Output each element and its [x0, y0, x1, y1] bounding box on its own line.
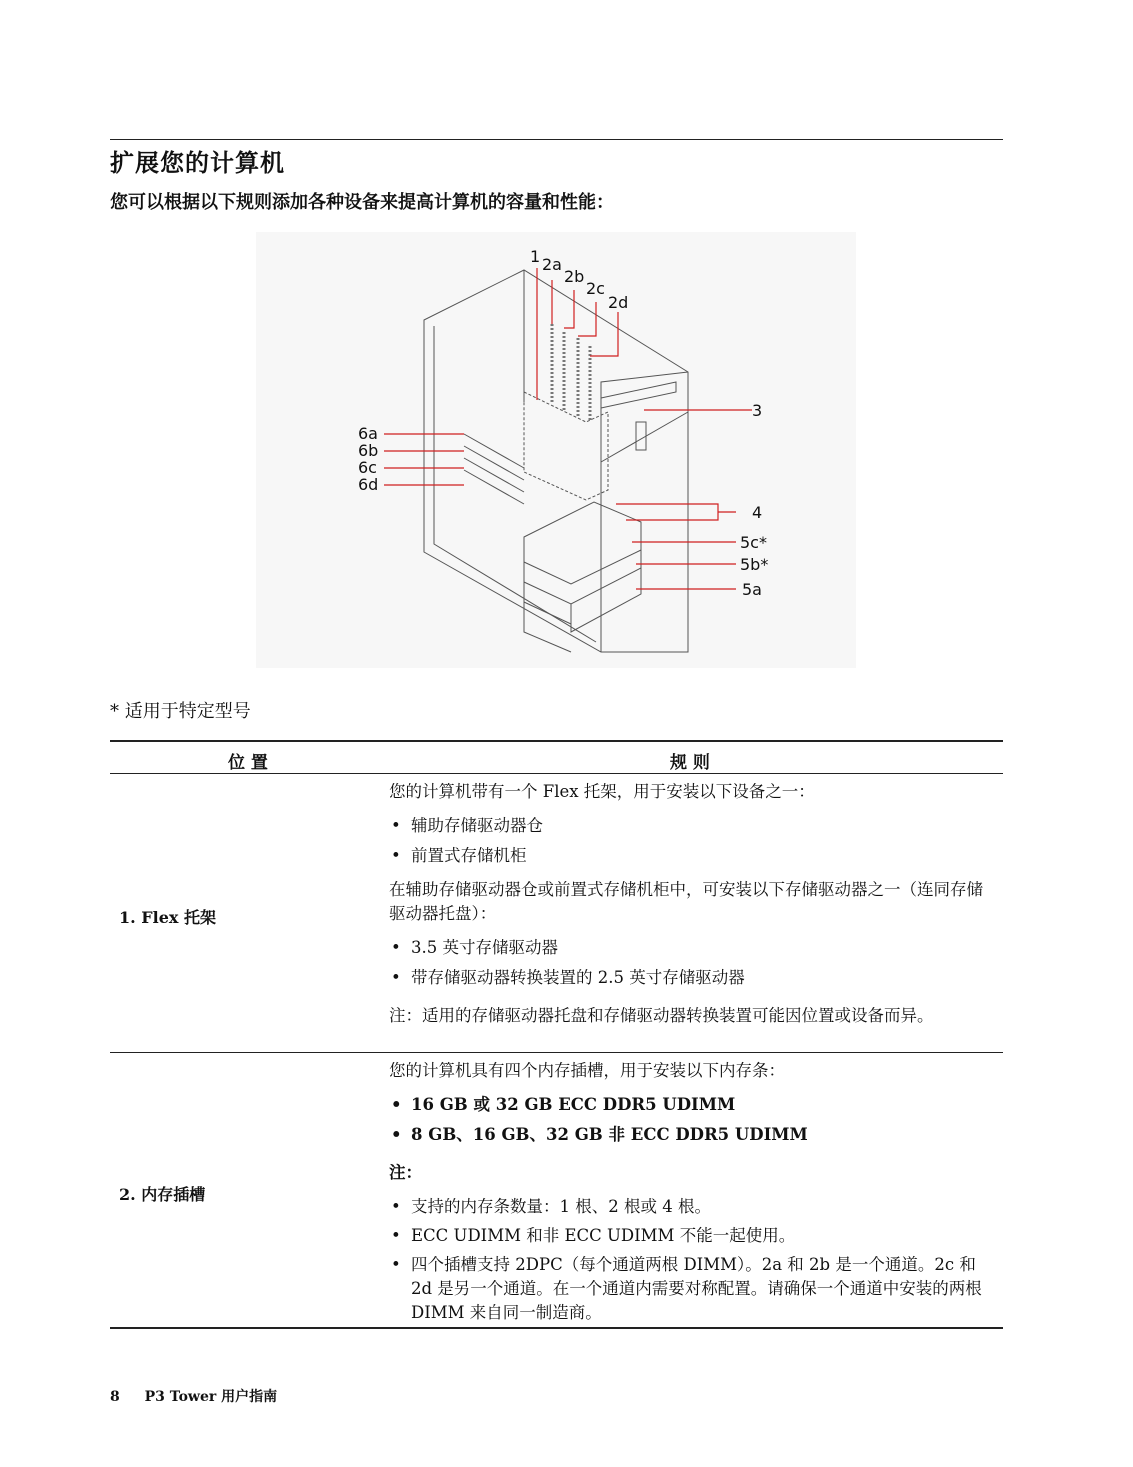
callout-5a: 5a [742, 580, 762, 599]
header-rule [110, 773, 1003, 774]
callout-5c: 5c* [740, 533, 767, 552]
header-rules: 规 则 [670, 753, 710, 773]
callout-6a: 6a [358, 424, 378, 443]
list-item: • 带存储驱动器转换装置的 2.5 英寸存储驱动器 [391, 968, 745, 987]
list-item: • 四个插槽支持 2DPC（每个通道两根 DIMM）。2a 和 2b 是一个通道。2c 和 2d 是另一个通道。在一个通道内需要对称配置。请确保一个通道中安装的两根 DIMM 来自同一制造商。 [391, 1255, 982, 1322]
row2-position: 2. 内存插槽 [119, 1185, 206, 1204]
list-item: • 前置式存储机柜 [391, 846, 527, 865]
footnote: * 适用于特定型号 [110, 701, 251, 722]
top-rule [110, 139, 1003, 140]
row1-p2: 在辅助存储驱动器仓或前置式存储机柜中，可安装以下存储驱动器之一（连同存储驱动器托盘）： [389, 880, 983, 923]
list-item: • 3.5 英寸存储驱动器 [391, 938, 558, 957]
callout-2c: 2c [586, 279, 605, 298]
callout-3: 3 [752, 401, 763, 420]
list-item: • 支持的内存条数量：1 根、2 根或 4 根。 [391, 1197, 711, 1216]
list-item: • 辅助存储驱动器仓 [391, 816, 543, 835]
computer-diagram [256, 232, 856, 668]
list-item: • ECC UDIMM 和非 ECC UDIMM 不能一起使用。 [391, 1226, 796, 1245]
callout-1: 1 [530, 247, 541, 266]
callout-6d: 6d [358, 475, 379, 494]
row2-rules [389, 1059, 999, 1325]
callout-2a: 2a [542, 255, 562, 274]
callout-6b: 6b [358, 441, 379, 460]
row2-p1: 您的计算机具有四个内存插槽，用于安装以下内存条： [389, 1061, 785, 1080]
callout-4: 4 [752, 503, 763, 522]
row1-rules [389, 780, 999, 1028]
row1-p1: 您的计算机带有一个 Flex 托架，用于安装以下设备之一： [389, 782, 815, 801]
list-item: • 8 GB、16 GB、32 GB 非 ECC DDR5 UDIMM [391, 1125, 808, 1144]
section-title: 扩展您的计算机 [110, 149, 285, 177]
row2-list1 [389, 1093, 999, 1147]
callout-5b: 5b* [740, 555, 769, 574]
row2-note-label: 注： [389, 1163, 422, 1182]
table-top-rule [110, 740, 1003, 742]
row1-list1 [389, 814, 999, 868]
callout-2b: 2b [564, 267, 585, 286]
callout-6c: 6c [358, 458, 377, 477]
row1-note: 注：适用的存储驱动器托盘和存储驱动器转换装置可能因位置或设备而异。 [389, 1006, 934, 1025]
intro-text: 您可以根据以下规则添加各种设备来提高计算机的容量和性能： [110, 192, 614, 213]
page-number: 8 [110, 1389, 120, 1405]
callout-lines [384, 268, 752, 589]
row1-list2 [389, 936, 999, 990]
table-bottom-rule [110, 1327, 1003, 1329]
row-divider [110, 1052, 1003, 1053]
callout-2d: 2d [608, 293, 629, 312]
list-item: • 16 GB 或 32 GB ECC DDR5 UDIMM [391, 1095, 736, 1114]
page-footer [110, 1386, 277, 1406]
header-position: 位 置 [228, 753, 268, 773]
row1-position: 1. Flex 托架 [119, 908, 217, 927]
row2-list2 [389, 1195, 999, 1325]
computer-diagram-svg [256, 232, 856, 668]
doc-title: P3 Tower 用户指南 [144, 1389, 278, 1405]
